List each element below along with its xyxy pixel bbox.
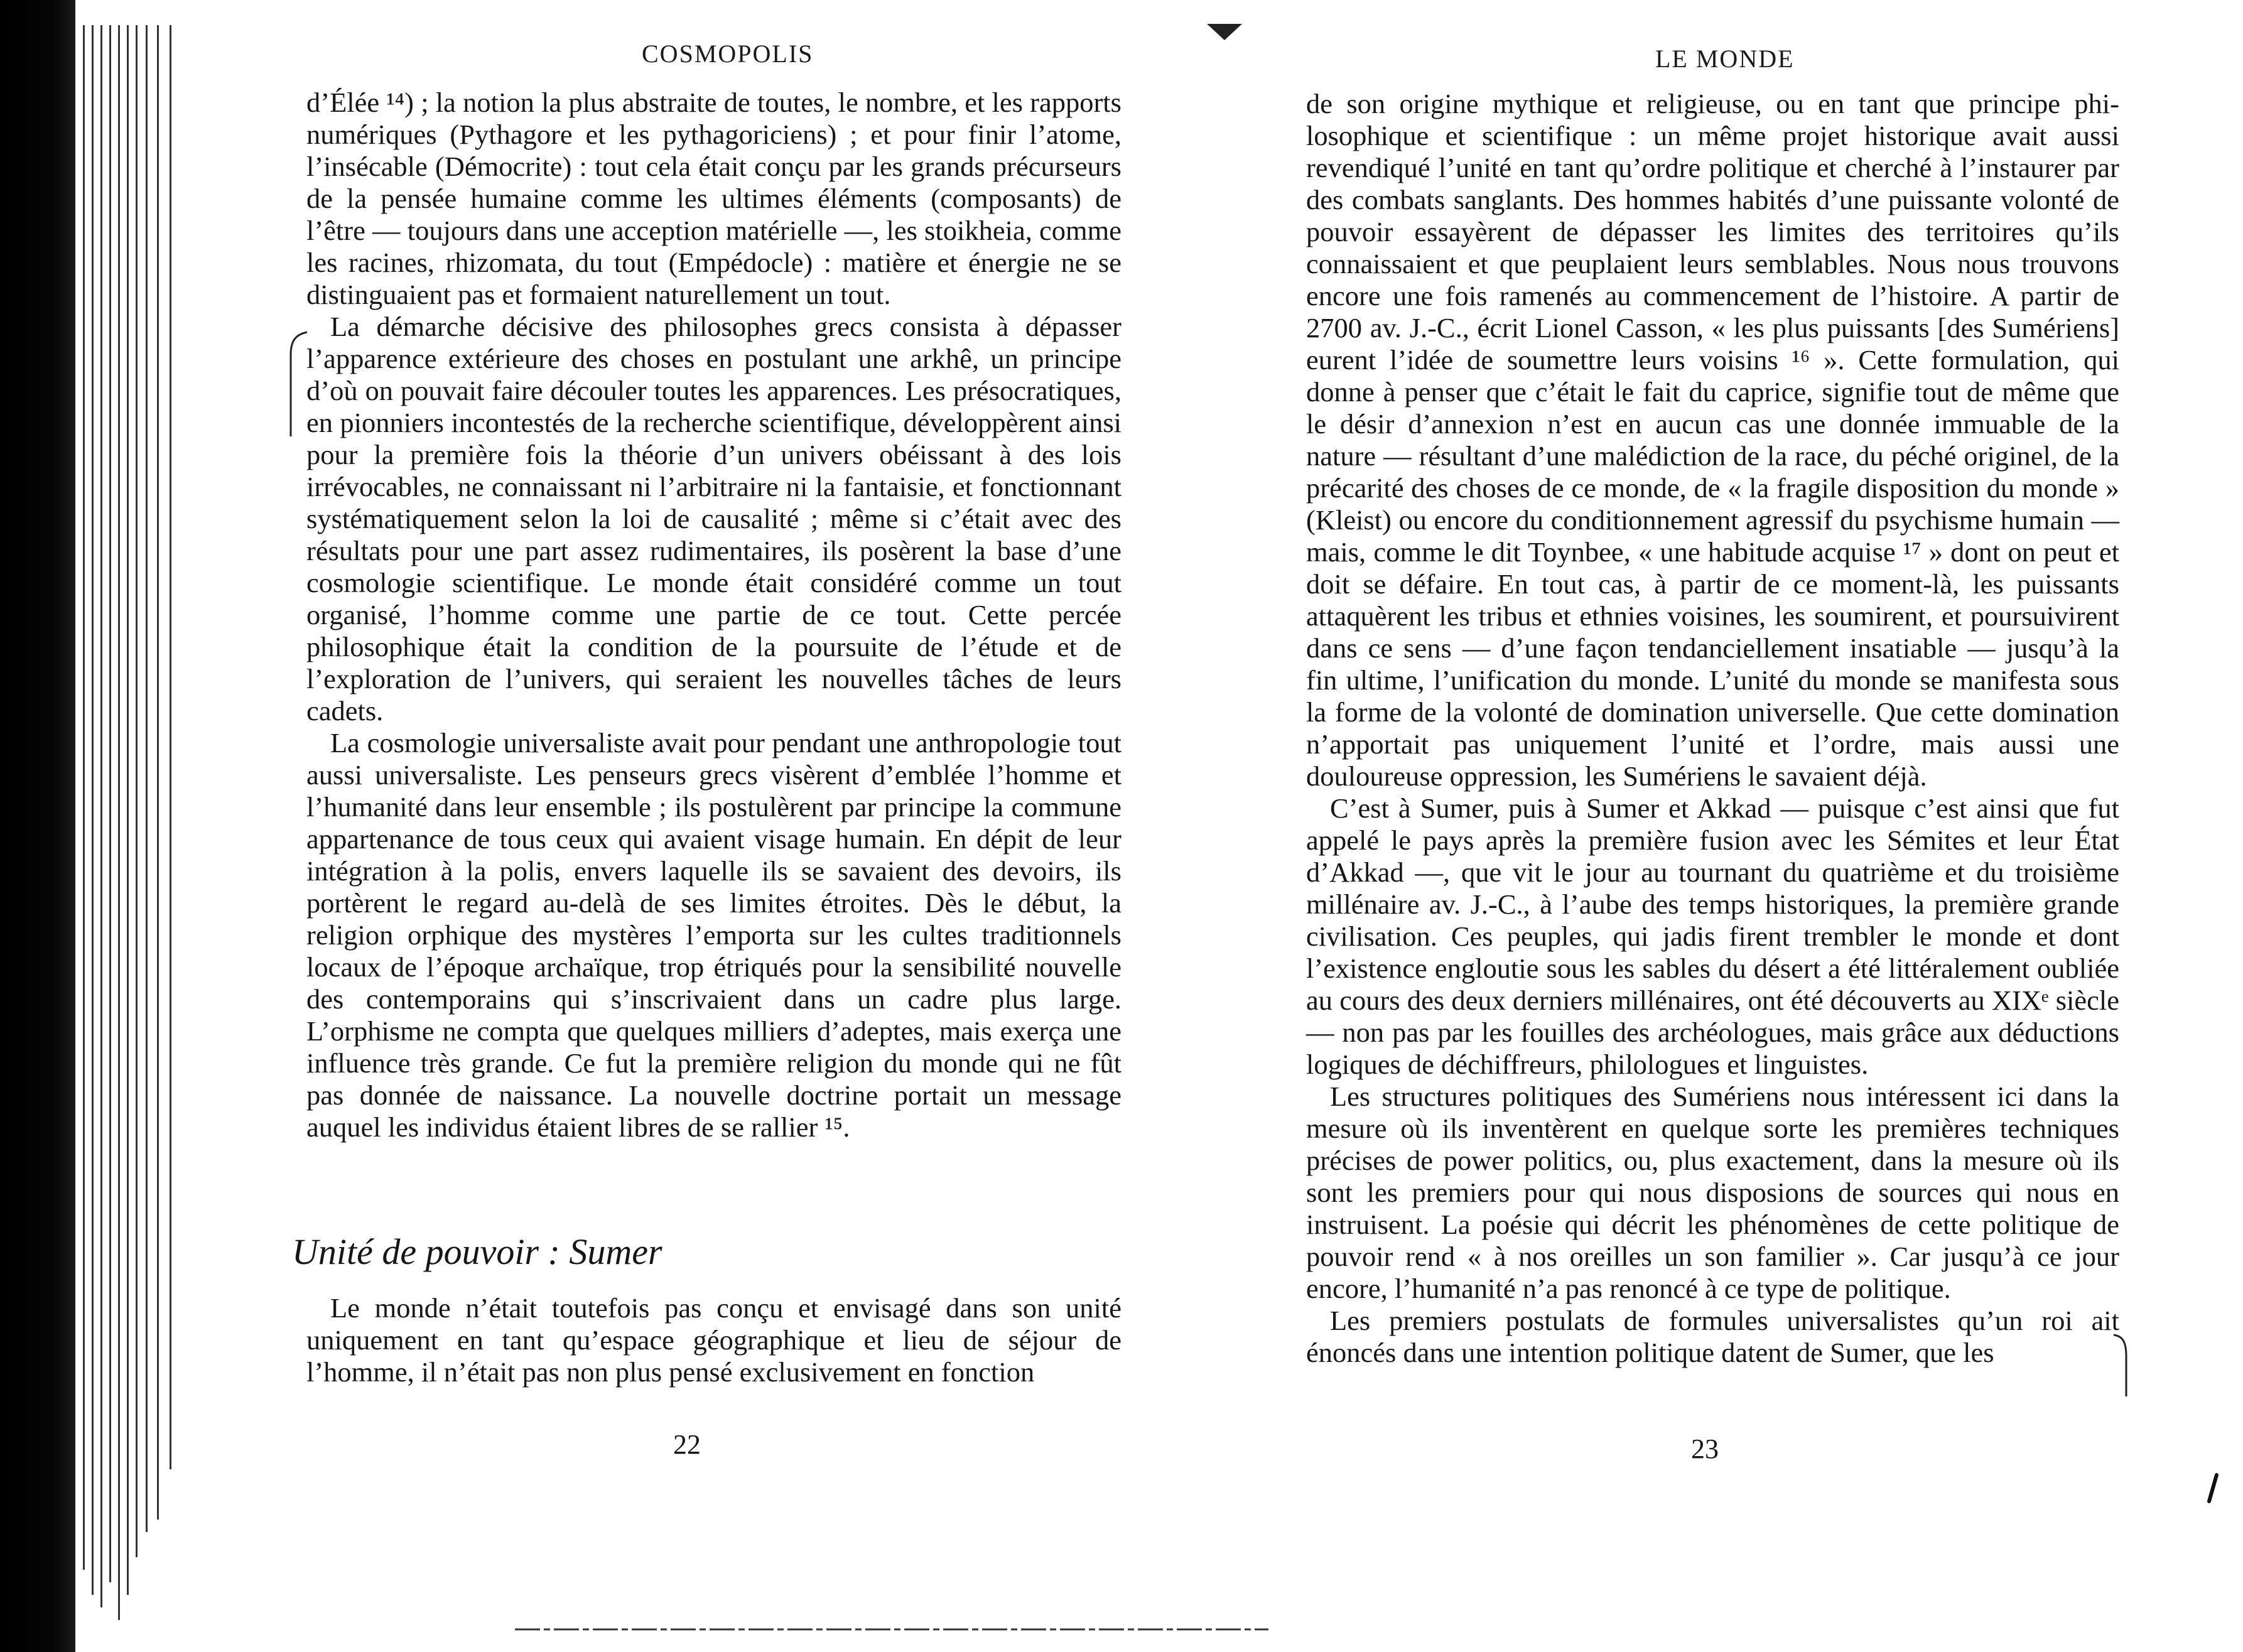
left-paragraph-2: La démarche décisive des philosophes grecs consista à dépasser l’apparence extérieure des choses en postulant une arkhê, un principe d’où on pouvait faire découler toutes les apparences. Les présocratiques, en pionniers incontestés de la recherche scientifique, développèrent ainsi pour la première fois la théorie d’un univers obéissant à des lois irrévocables, ne connaissant ni l’arbitraire ni la fantaisie, et fonctionnant systématiquement selon la loi de causalité ; même si c’était avec des résultats pour une part assez rudimentaires, ils posèrent la base d’une cosmologie scientifique. Le monde était considéré comme un tout organisé, l’homme comme une partie de ce tout. Cette percée philosophique était la condition de la poursuite de l’étude et de l’exploration de l’univers, qui seraient les nouvelles tâches de leurs cadets. bbox=[306, 311, 1122, 726]
right-paragraph-2: C’est à Sumer, puis à Sumer et Akkad — puisque c’est ainsi que fut appelé le pays après la première fusion avec les Sémites et leur État d’Akkad —, que vit le jour au tournant du quatrième et du troisième millénaire av. J.-C., à l’aube des temps historiques, la première grande civilisation. Ces peuples, qui jadis firent trembler le monde et dont l’existence engloutie sous les sables du désert a été littéralement oubliée au cours des deux derniers millénaires, ont été découverts au XIXᵉ siècle — non pas par les fouilles des archéologues, mais grâce aux déductions logiques de déchiffreurs, philologues et linguistes. bbox=[1306, 792, 2119, 1080]
left-paragraph-1: d’Élée ¹⁴) ; la notion la plus abstraite de toutes, le nombre, et les rapports numériques (Pythagore et les pythagoriciens) ; et pour finir l’atome, l’insécable (Démocrite) : tout cela était conçu par les grands précurseurs de la pensée humaine comme les ultimes éléments (composants) de l’être — toujours dans une acception matérielle —, les stoikheia, comme les racines, rhizomata, du tout (Empédocle) : matière et énergie ne se distinguaient pas et formaient naturellement un tout. bbox=[306, 87, 1122, 310]
section-heading: Unité de pouvoir : Sumer bbox=[292, 1231, 662, 1272]
page-edges bbox=[75, 25, 201, 1633]
left-running-head: COSMOPOLIS bbox=[642, 40, 814, 68]
right-paragraph-4: Les premiers postulats de formules universalistes qu’un roi ait énoncés dans une intention politique datent de Sumer, que les bbox=[1306, 1305, 2119, 1368]
left-section-body bbox=[306, 1292, 1122, 1388]
bottom-fold-line bbox=[515, 1617, 1268, 1642]
left-page-body bbox=[306, 87, 1122, 1143]
stray-pen-mark bbox=[2204, 1472, 2223, 1504]
right-page-number: 23 bbox=[1691, 1433, 1719, 1464]
right-paragraph-3: Les structures politiques des Sumériens nous intéressent ici dans la mesure où ils inventèrent en quelque sorte les premières techniques précises de power politics, ou, plus exactement, dans la mesure où ils sont les premiers pour qui nous disposions de sources qui nous en instruisent. La poésie qui décrit les phénomènes de cette politique de pouvoir rend « à nos oreilles un son familier ». Car jusqu’à ce jour encore, l’humanité n’a pas renoncé à ce type de politique. bbox=[1306, 1081, 2119, 1304]
gutter-arrow-mark bbox=[1206, 19, 1243, 44]
left-paragraph-3: La cosmologie universaliste avait pour pendant une anthropologie tout aussi universaliste. Les penseurs grecs visèrent d’emblée l’homme et l’humanité dans leur ensemble ; ils postulèrent par principe la commune appartenance de tous ceux qui avaient visage humain. En dépit de leur intégration à la polis, envers laquelle ils se savaient des devoirs, ils portèrent le regard au-delà de ses limites étroites. Dès le début, la religion orphique des mystères l’emporta sur les cultes traditionnels locaux de l’époque archaïque, trop étriqués pour la sensibilité nouvelle des contemporains qui s’inscrivaient dans un cadre plus large. L’orphisme ne compta que quelques milliers d’adeptes, mais exerça une influence très grande. Ce fut la première religion du monde qui ne fût pas donnée de naissance. La nouvelle doctrine portait un message auquel les individus étaient libres de se rallier ¹⁵. bbox=[306, 727, 1122, 1143]
handwritten-bracket-right bbox=[2111, 1331, 2130, 1400]
right-paragraph-1: de son origine mythique et religieuse, ou en tant que principe philosophique et scientifique : un même projet historique avait aussi revendiqué l’unité en tant qu’ordre politique et cherché à l’instaurer par des combats sanglants. Des hommes habités d’une puissante volonté de pouvoir essayèrent de dépasser les limites des territoires qu’ils connaissaient et que peuplaient leurs semblables. Nous nous trouvons encore une fois ramenés au commencement de l’histoire. A partir de 2700 av. J.-C., écrit Lionel Casson, « les plus puissants [des Sumériens] eurent l’idée de soumettre leurs voisins ¹⁶ ». Cette formulation, qui donne à penser que c’était le fait du caprice, signifie tout de même que le désir d’annexion n’est en aucun cas une donnée immuable de la nature — résultant d’une malédiction de la race, du péché originel, de la précarité des choses de ce monde, de « la fragile disposition du monde » (Kleist) ou encore du conditionnement agressif du psychisme humain — mais, comme le dit Toynbee, « une habitude acquise ¹⁷ » dont on peut et doit se défaire. En tout cas, à partir de ce moment-là, les puissants attaquèrent les tribus et ethnies voisines, les soumirent, et poursuivirent dans ce sens — d’une façon tendanciellement insatiable — jusqu’à la fin ultime, l’unification du monde. L’unité du monde se manifesta sous la forme de la volonté de domination universelle. Que cette domination n’apportait pas uniquement l’unité et l’ordre, mais aussi une douloureuse oppression, les Sumériens le savaient déjà. bbox=[1306, 88, 2119, 792]
left-page-number: 22 bbox=[673, 1429, 701, 1460]
handwritten-bracket bbox=[286, 330, 311, 443]
left-section-paragraph: Le monde n’était toutefois pas conçu et envisagé dans son unité uniquement en tant qu’espace géographique et lieu de séjour de l’homme, il n’était pas non plus pensé exclusivement en fonction bbox=[306, 1292, 1122, 1388]
right-running-head: LE MONDE bbox=[1655, 45, 1795, 73]
book-spine-shadow bbox=[0, 0, 75, 1652]
right-page-body bbox=[1306, 88, 2119, 1369]
